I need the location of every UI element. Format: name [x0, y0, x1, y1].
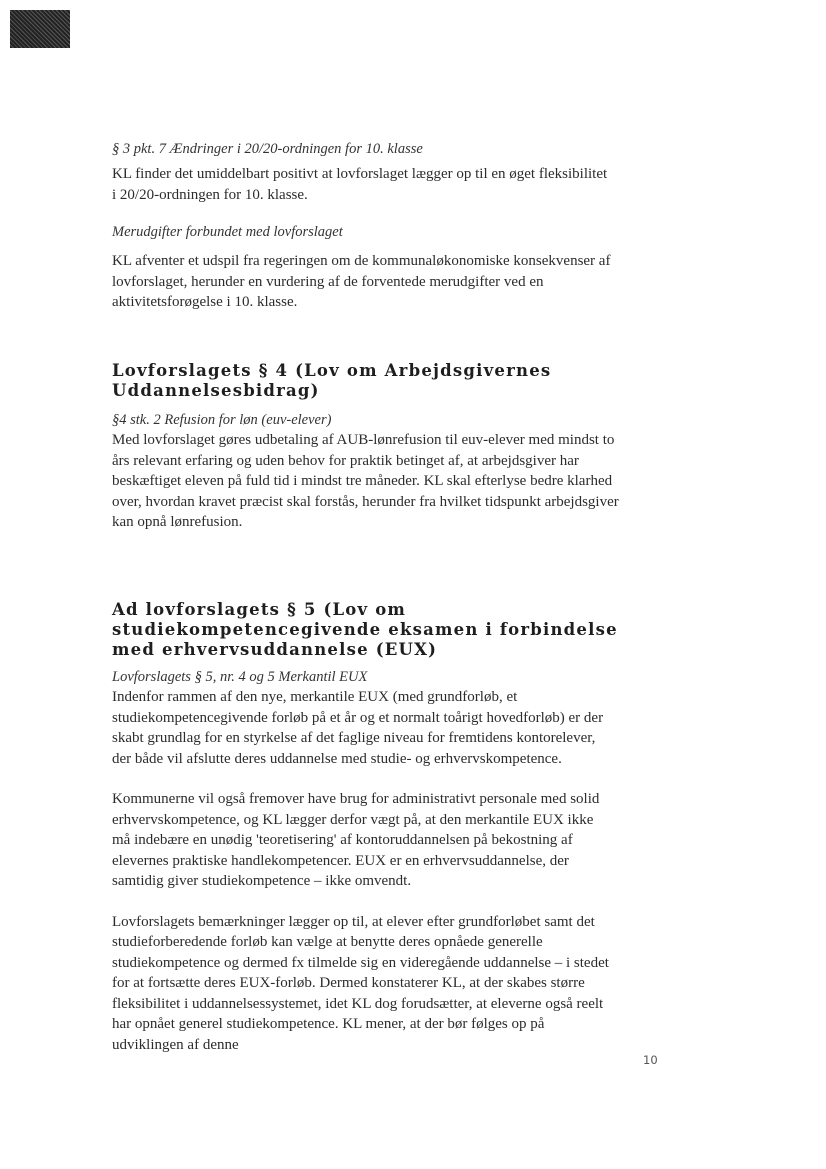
merudgifter-section [112, 222, 612, 313]
section-4-title: Lovforslagets § 4 (Lov om Arbejdsgivernes Uddannelsesbidrag) [112, 361, 552, 400]
page-number: 10 [643, 1053, 658, 1067]
merudgifter-text: KL afventer et udspil fra regeringen om de kommunaløkonomiske konsekvenser af lovforslaget, herunder en vurdering af de forventede merudgifter ved en aktivitetsforøgelse i 10. klasse. [112, 253, 611, 310]
section-5 [112, 600, 632, 1055]
section-4-subheading: §4 stk. 2 Refusion for løn (euv-elever) [112, 412, 332, 428]
section-5-subheading: Lovforslagets § 5, nr. 4 og 5 Merkantil EUX [112, 669, 368, 685]
section-3-7-text: KL finder det umiddelbart positivt at lovforslaget lægger op til en øget fleksibilitet i 20/20-ordningen for 10. klasse. [112, 166, 608, 203]
section-4-text: Med lovforslaget gøres udbetaling af AUB-lønrefusion til euv-elever med mindst to års relevant erfaring og uden behov for praktik betinget af, at arbejdsgiver har beskæftiget eleven på fuld tid i mindst tre måneder. KL skal efterlyse bedre klarhed over, hvordan kravet præcist skal forstås, herunder fra hvilket tidspunkt arbejdsgiver kan opnå lønrefusion. [112, 432, 619, 530]
section-3-7 [112, 139, 612, 205]
section-5-paragraph-2: Kommunerne vil også fremover have brug for administrativt personale med solid erhvervskompetence, og KL lægger derfor vægt på, at den merkantile EUX ikke må indebære en unødig 'teoretisering' af kontoruddannelsen på bekostning af elevernes praktiske handlekompetencer. EUX er en erhvervsuddannelse, der samtidig giver studiekompetence – ikke omvendt. [112, 791, 600, 889]
section-4 [112, 361, 632, 533]
merudgifter-heading: Merudgifter forbundet med lovforslaget [112, 224, 343, 240]
section-5-paragraph-3: Lovforslagets bemærkninger lægger op til, at elever efter grundforløbet samt det studieforberedende forløb kan vælge at benytte deres opnåede generelle studiekompetence og dermed fx tilmelde sig en videregående uddannelse – i stedet for at fortsætte deres EUX-forløb. Dermed konstaterer KL, at der skabes større fleksibilitet i uddannelsessystemet, idet KL dog forudsætter, at eleverne også reelt har opnået generel studiekompetence. KL mener, at der bør følges op på udviklingen af denne [112, 913, 609, 1053]
section-5-paragraph-1: Indenfor rammen af den nye, merkantile EUX (med grundforløb, et studiekompetencegivende forløb på et år og et normalt toårigt hovedforløb) er der skabt grundlag for en styrkelse af det faglige niveau for fremtidens kontorelever, der både vil afslutte deres uddannelse med studie- og erhvervskompetence. [112, 689, 604, 767]
scan-artifact [10, 10, 70, 48]
section-5-title: Ad lovforslagets § 5 (Lov om studiekompetencegivende eksamen i forbindelse med erhvervsuddannelse (EUX) [112, 600, 618, 659]
section-3-7-heading: § 3 pkt. 7 Ændringer i 20/20-ordningen for 10. klasse [112, 141, 423, 157]
